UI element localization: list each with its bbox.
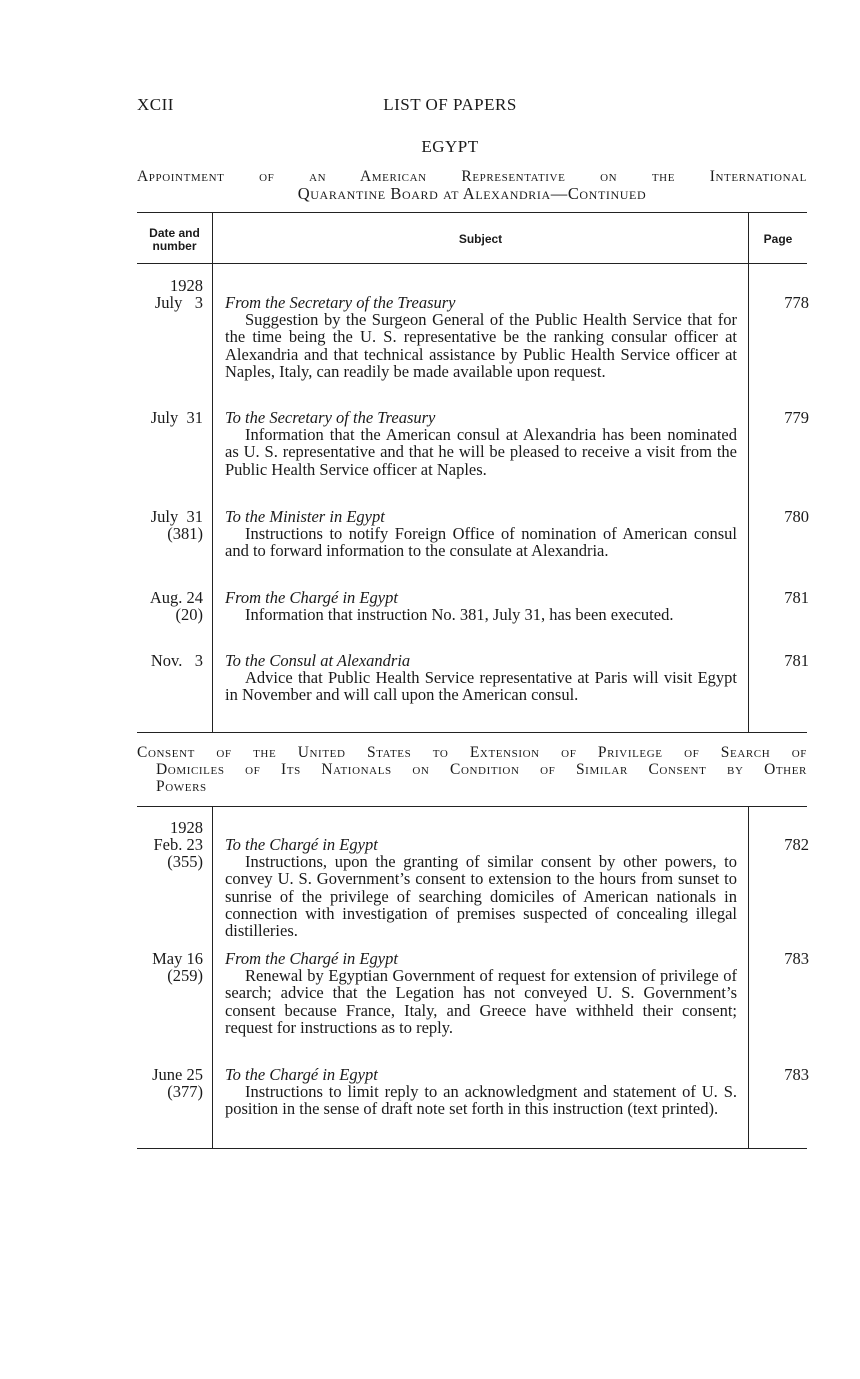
entry-description: Information that the American consul at Alexandria has been nominated as U. S. representative and that he will be pleased to receive a visit from the Public Health Service officer at Naples. [225,425,737,479]
table2-top-rule [137,806,807,807]
table2-divider-right [748,806,749,1148]
entry-source: To the Minister in Egypt [225,507,385,526]
entry-date: Nov. 3 [150,651,203,670]
entry-subject [225,836,737,939]
entry-source: From the Secretary of the Treasury [225,293,456,312]
entry-subject [225,409,737,478]
table2-bottom-rule [137,1148,807,1149]
entry-source: From the Chargé in Egypt [225,588,398,607]
section-title-2 [137,744,807,795]
entry-source: From the Chargé in Egypt [225,949,398,968]
entry-description: Information that instruction No. 381, July 31, has been executed. [245,605,674,625]
entry-page: 782 [784,835,809,854]
section-title-2-line1: Consent of the United States to Extension of Privilege of Search of [137,744,807,761]
section-title-1 [137,168,807,202]
section-title-2-line3: Powers [156,778,207,795]
table1-bottom-rule [137,732,807,733]
table1-divider-right [748,212,749,732]
folio-number: XCII [137,95,174,114]
entry-page: 783 [784,949,809,968]
section-title-1-line1: Appointment of an American Representative on the International [137,168,807,185]
entry-date: July 31 (381) [150,507,203,544]
entry-subject [225,652,737,704]
table2-divider-left [212,806,213,1148]
entry-date: 1928 July 3 [154,276,203,313]
col-subject-header: Subject [458,232,503,246]
section-title-2-line2: Domiciles of Its Nationals on Condition of Similar Consent by Other [156,761,807,778]
entry-description: Suggestion by the Surgeon General of the Public Health Service that for the time being the U. S. representative be the ranking consular officer at Alexandria and that technical assistance by Public Health Service officer at Naples, Italy, can readily be made available upon request. [225,310,737,381]
entry-date: July 31 [150,408,203,427]
entry-page: 781 [784,651,809,670]
entry-description: Advice that Public Health Service representative at Paris will visit Egypt in November and will call upon the American consul. [225,668,737,705]
entry-source: To the Consul at Alexandria [225,651,411,670]
entry-source: To the Chargé in Egypt [225,835,378,854]
entry-page: 783 [784,1065,809,1084]
country-heading: EGYPT [421,137,479,156]
entry-page: 779 [784,408,809,427]
running-title: LIST OF PAPERS [383,95,517,114]
entry-description: Instructions to limit reply to an acknowledgment and statement of U. S. position in the sense of draft note set forth in this instruction (text printed). [225,1082,737,1119]
entry-description: Instructions, upon the granting of similar consent by other powers, to convey U. S. Government’s consent to extension to the hours from sunset to sunrise of the privilege of searching domiciles of American nationals in connection with investigation of premises suspected of concealing illegal distilleries. [225,852,737,941]
entry-subject [225,1066,737,1118]
entry-source: To the Chargé in Egypt [225,1065,378,1084]
col-date-header: Date and number [149,226,200,253]
entry-date: June 25 (377) [152,1065,203,1102]
entry-source: To the Secretary of the Treasury [225,408,436,427]
entry-description: Renewal by Egyptian Government of request for extension of privilege of search; advice that the Legation has not conveyed U. S. Government’s consent because France, Italy, and Greece have withheld their consent; request for instructions as to reply. [225,966,737,1037]
table1-top-rule [137,212,807,213]
entry-subject [225,508,737,560]
entry-subject [225,589,737,623]
entry-page: 778 [784,293,809,312]
entry-date: 1928 Feb. 23 (355) [153,818,203,872]
entry-page: 781 [784,588,809,607]
entry-page: 780 [784,507,809,526]
table1-header-rule [137,263,807,264]
entry-subject [225,950,737,1036]
entry-date: Aug. 24 (20) [149,588,203,625]
col-page-header: Page [763,232,793,246]
section-title-1-line2: Quarantine Board at Alexandria—Continued [297,184,647,203]
entry-date: May 16 (259) [152,949,203,986]
entry-description: Instructions to notify Foreign Office of nomination of American consul and to forward information to the consulate at Alexandria. [225,524,737,561]
entry-subject [225,294,737,380]
table1-divider-left [212,212,213,732]
